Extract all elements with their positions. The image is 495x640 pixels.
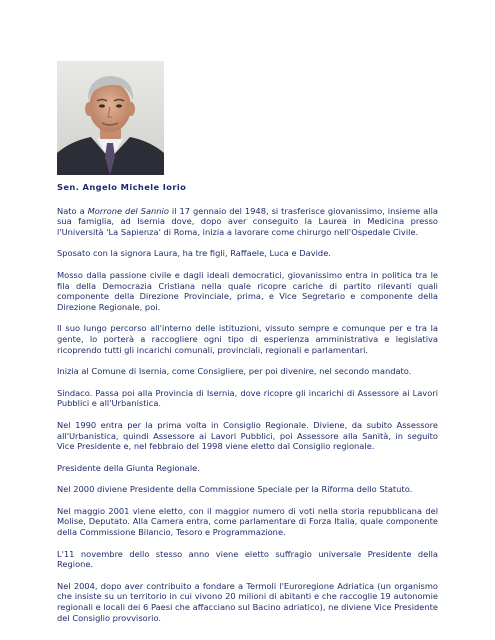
paragraph-provincia: Sindaco. Passa poi alla Provincia di Isernia, dove ricopre gli incarichi di Assessore ai Lavori Pubblici e all'Urbanistica.	[57, 387, 438, 409]
paragraph-statuto: Nel 2000 diviene Presidente della Commissione Speciale per la Riforma dello Statuto.	[57, 484, 413, 495]
paragraph-giunta: Presidente della Giunta Regionale.	[57, 462, 200, 473]
senator-name: Sen. Angelo Michele Iorio	[57, 182, 187, 192]
biography-text	[57, 182, 438, 634]
portrait-image	[57, 61, 164, 175]
paragraph-consiglio: Nel 1990 entra per la prima volta in Consiglio Regionale. Diviene, da subito Assessore all'Urbanistica, quindi Assessore ai Lavori Pubblici, poi Assessore alla Sanità, in seguito Vice Presidente e, nel febbraio del 1998 viene eletto dal Consiglio regionale.	[57, 419, 438, 452]
paragraph-deputato: Nel maggio 2001 viene eletto, con il maggior numero di voti nella storia repubblicana del Molise, Deputato. Alla Camera entra, come parlamentare di Forza Italia, quale componente della Commissione Bilancio, Tesoro e Programmazione.	[57, 505, 438, 538]
paragraph-birth: Nato a Morrone del Sannio il 17 gennaio del 1948, si trasferisce giovanissimo, insieme alla sua famiglia, ad Isernia dove, dopo aver conseguito la Laurea in Medicina presso l'Università 'La Sapienza' di Roma, inizia a lavorare come chirurgo nell'Ospedale Civile.	[57, 205, 439, 237]
paragraph-party: Mosso dalla passione civile e dagli ideali democratici, giovanissimo entra in politica tra le fila della Democrazia Cristiana nella quale ricopre cariche di partito rilevanti quali componente della Direzione Provinciale, prima, e Vice Segretario e componente della Direzione Regionale, poi.	[57, 269, 438, 312]
paragraph-family: Sposato con la signora Laura, ha tre figli, Raffaele, Luca e Davide.	[57, 248, 331, 259]
birthplace: Morrone del Sannio	[87, 205, 169, 216]
paragraph-career: Il suo lungo percorso all'interno delle istituzioni, vissuto sempre e comunque per e tra la gente, lo porterà a raccogliere ogni tipo di esperienza amministrativa e legislativa ricoprendo tutti gli incarichi comunali, provinciali, regionali e parlamentari.	[57, 323, 438, 355]
paragraph-comune: Inizia al Comune di Isernia, come Consigliere, per poi divenire, nel secondo mandato.	[57, 366, 412, 377]
portrait-photo	[57, 61, 164, 175]
paragraph-presidente: L'11 novembre dello stesso anno viene eletto suffragio universale Presidente della Regione.	[57, 548, 438, 570]
paragraph-euroregione: Nel 2004, dopo aver contribuito a fondare a Termoli l'Euroregione Adriatica (un organismo che insiste su un territorio in cui vivono 20 milioni di abitanti e che raccoglie 19 autonomie regionali e locali dei 6 Paesi che affacciano sul Bacino adriatico), ne diviene Vice Presidente del Consiglio provvisorio.	[57, 580, 438, 623]
